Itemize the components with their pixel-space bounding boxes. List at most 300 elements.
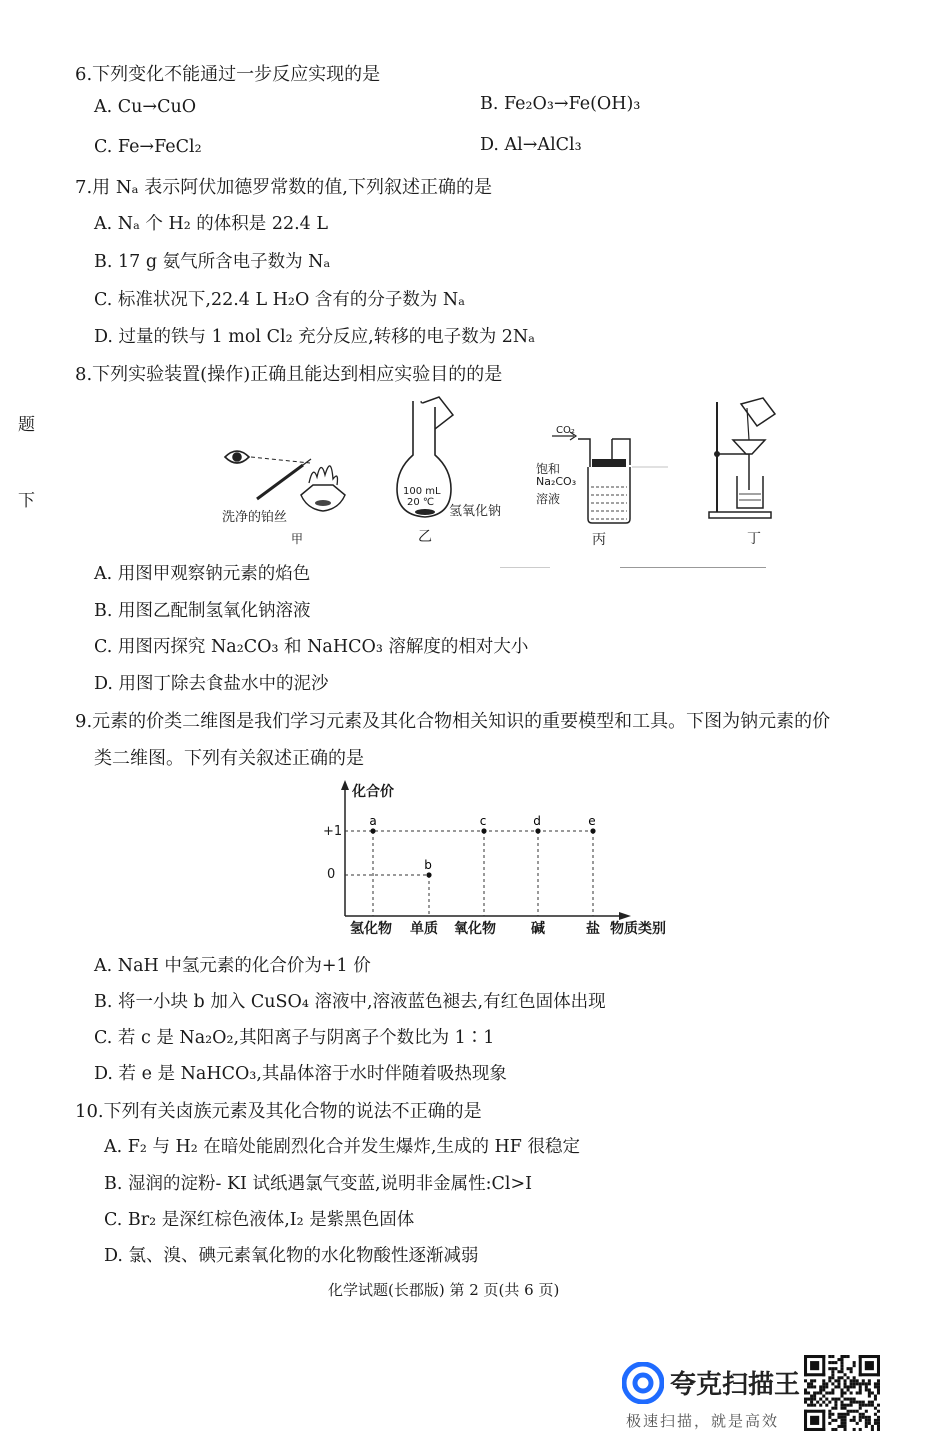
q7-option-d: D. 过量的铁与 1 mol Cl₂ 充分反应,转移的电子数为 2Nₐ [94, 327, 535, 347]
qr-module [828, 1422, 831, 1425]
qr-module [813, 1391, 816, 1394]
qr-module [813, 1385, 816, 1388]
qr-module [862, 1401, 865, 1404]
qr-module [831, 1370, 834, 1373]
qr-module [807, 1391, 810, 1394]
qr-module [844, 1398, 847, 1401]
qr-module [853, 1376, 856, 1379]
chart-xlabel: 物质类别 [610, 921, 666, 937]
qr-module [859, 1404, 862, 1407]
qr-module [877, 1391, 880, 1394]
qr-module [810, 1361, 819, 1370]
qr-module [844, 1355, 847, 1358]
qr-module [859, 1355, 862, 1376]
qr-module [837, 1413, 840, 1416]
q9-option-b: B. 将一小块 b 加入 CuSO₄ 溶液中,溶液蓝色褪去,有红色固体出现 [94, 992, 606, 1012]
chart-category-element: 单质 [410, 921, 438, 937]
qr-module [822, 1395, 825, 1398]
qr-module [859, 1382, 862, 1385]
qr-module [844, 1404, 847, 1407]
qr-module [853, 1401, 856, 1404]
qr-module [868, 1404, 871, 1407]
qr-module [831, 1373, 834, 1376]
qr-module [840, 1388, 843, 1391]
qr-module [810, 1404, 813, 1407]
scanner-logo-icon [622, 1362, 664, 1404]
qr-module [856, 1379, 859, 1382]
qr-module [819, 1385, 822, 1388]
qr-module [853, 1410, 856, 1413]
q6-option-a: A. Cu→CuO [94, 97, 197, 117]
qr-module [856, 1422, 859, 1425]
data-label-b: b [424, 858, 432, 872]
qr-module [804, 1355, 807, 1376]
qr-module [850, 1379, 853, 1382]
q9-stem-line2: 类二维图。下列有关叙述正确的是 [94, 748, 364, 769]
qr-module [828, 1376, 831, 1379]
qr-module [865, 1422, 868, 1425]
qr-module [856, 1391, 859, 1394]
data-point-d [535, 828, 540, 833]
qr-module [804, 1410, 807, 1431]
qr-module [874, 1385, 877, 1388]
qr-module [865, 1410, 868, 1413]
qr-module [807, 1404, 810, 1407]
jia-label: 甲 [291, 532, 304, 546]
data-label-d: d [533, 814, 541, 828]
qr-module [804, 1391, 807, 1394]
qr-module [822, 1382, 825, 1385]
qr-module [825, 1382, 828, 1385]
qr-module [877, 1404, 880, 1407]
qr-module [865, 1416, 868, 1419]
qr-module [816, 1391, 819, 1394]
qr-module [865, 1404, 868, 1407]
qr-module [813, 1404, 816, 1407]
qr-module [853, 1364, 856, 1367]
qr-module [828, 1413, 831, 1416]
data-point-c [481, 828, 486, 833]
q7-option-c: C. 标准状况下,22.4 L H₂O 含有的分子数为 Nₐ [94, 290, 465, 310]
qr-module [874, 1395, 877, 1398]
qr-module [850, 1370, 853, 1373]
yi-temp-label: 20 ℃ [407, 497, 435, 508]
q9-stem-line1: 9.元素的价类二维图是我们学习元素及其化合物相关知识的重要模型和工具。下图为钠元素的价 [75, 711, 831, 732]
qr-module [847, 1404, 850, 1407]
qr-module [847, 1367, 850, 1370]
q9-option-a: A. NaH 中氢元素的化合价为+1 价 [94, 956, 371, 976]
qr-module [847, 1388, 850, 1391]
chart-ylabel: 化合价 [352, 784, 394, 800]
qr-module [877, 1410, 880, 1413]
data-label-e: e [588, 814, 596, 828]
yi-naoh-label: 氢氧化钠 [449, 504, 502, 519]
qr-module [868, 1379, 871, 1382]
qr-module [874, 1419, 877, 1422]
qr-module [859, 1401, 862, 1404]
qr-module [850, 1385, 853, 1388]
q10-option-b: B. 湿润的淀粉- KI 试纸遇氯气变蓝,说明非金属性:Cl>I [104, 1174, 533, 1194]
qr-module [834, 1407, 837, 1410]
qr-module [840, 1413, 843, 1416]
qr-module [828, 1361, 831, 1364]
jia-wire-label: 洗净的铂丝 [222, 510, 288, 525]
qr-module [840, 1401, 843, 1404]
qr-module [813, 1395, 816, 1398]
qr-module [840, 1419, 843, 1422]
qr-module [877, 1355, 880, 1376]
qr-module [831, 1355, 834, 1358]
qr-module [834, 1428, 837, 1431]
qr-module [844, 1428, 847, 1431]
qr-module [862, 1382, 865, 1385]
qr-module [844, 1425, 847, 1428]
qr-module [810, 1382, 813, 1385]
qr-module [847, 1376, 850, 1379]
qr-module [825, 1404, 828, 1407]
yi-label: 乙 [418, 529, 432, 545]
qr-module [810, 1379, 813, 1382]
qr-module [871, 1425, 874, 1428]
q9-option-d: D. 若 e 是 NaHCO₃,其晶体溶于水时伴随着吸热现象 [94, 1064, 507, 1084]
qr-module [865, 1425, 868, 1428]
q6-option-d: D. Al→AlCl₃ [480, 135, 582, 155]
qr-module [807, 1382, 810, 1385]
qr-module [868, 1391, 871, 1394]
qr-module [816, 1401, 819, 1404]
qr-module [853, 1428, 856, 1431]
eye-icon [225, 451, 249, 463]
qr-module [804, 1355, 825, 1358]
qr-module [859, 1355, 880, 1358]
qr-module [877, 1422, 880, 1425]
qr-module [868, 1416, 871, 1419]
qr-module [831, 1367, 834, 1370]
qr-module [865, 1382, 868, 1385]
chart-ytick-plus1: +1 [323, 824, 343, 839]
qr-module [819, 1391, 822, 1394]
qr-module [874, 1398, 877, 1401]
scan-line [620, 567, 766, 568]
qr-module [850, 1367, 853, 1370]
qr-module [840, 1416, 843, 1419]
qr-module [853, 1398, 856, 1401]
qr-module [859, 1416, 862, 1419]
qr-code-icon [804, 1355, 880, 1431]
qr-module [865, 1419, 868, 1422]
qr-module [868, 1422, 871, 1425]
qr-module [877, 1385, 880, 1388]
qr-module [868, 1382, 871, 1385]
qr-module [837, 1379, 840, 1382]
qr-module [828, 1355, 831, 1358]
q6-stem: 6.下列变化不能通过一步反应实现的是 [75, 64, 381, 85]
qr-module [840, 1367, 843, 1370]
qr-module [828, 1391, 831, 1394]
qr-module [874, 1382, 877, 1385]
q6-option-c: C. Fe→FeCl₂ [94, 137, 202, 157]
data-point-b [426, 872, 431, 877]
qr-module [834, 1379, 837, 1382]
qr-module [871, 1401, 874, 1404]
qr-module [844, 1407, 847, 1410]
qr-module [828, 1410, 831, 1413]
bing-solution-label-3: 溶液 [536, 492, 561, 506]
qr-module [877, 1379, 880, 1382]
qr-module [840, 1355, 843, 1358]
qr-module [831, 1376, 834, 1379]
qr-module [868, 1395, 871, 1398]
qr-module [807, 1385, 810, 1388]
q6-option-b: B. Fe₂O₃→Fe(OH)₃ [480, 94, 641, 114]
qr-module [850, 1404, 853, 1407]
qr-module [840, 1404, 843, 1407]
q7-option-b: B. 17 g 氨气所含电子数为 Nₐ [94, 252, 331, 272]
qr-module [850, 1401, 853, 1404]
q7-option-a: A. Nₐ 个 H₂ 的体积是 22.4 L [94, 214, 329, 234]
qr-module [822, 1410, 825, 1431]
qr-module [865, 1385, 868, 1388]
qr-module [831, 1419, 834, 1422]
q8-option-b: B. 用图乙配制氢氧化钠溶液 [94, 601, 311, 621]
qr-module [844, 1373, 847, 1376]
qr-module [840, 1391, 843, 1394]
qr-module [868, 1388, 871, 1391]
qr-module [819, 1404, 822, 1407]
qr-module [837, 1425, 840, 1428]
qr-module [834, 1398, 837, 1401]
qr-module [819, 1398, 822, 1401]
qr-module [834, 1404, 837, 1407]
qr-module [810, 1385, 813, 1388]
qr-module [837, 1398, 840, 1401]
qr-module [828, 1401, 831, 1404]
qr-module [877, 1419, 880, 1422]
ding-label: 丁 [747, 531, 761, 547]
qr-module [804, 1373, 825, 1376]
qr-module [844, 1385, 847, 1388]
qr-module [859, 1419, 862, 1422]
qr-module [850, 1391, 853, 1394]
qr-module [840, 1422, 843, 1425]
qr-module [859, 1413, 862, 1416]
qr-module [853, 1382, 856, 1385]
bing-solution-label-2: Na₂CO₃ [536, 475, 577, 488]
qr-module [871, 1391, 874, 1394]
qr-module [850, 1382, 853, 1385]
qr-module [834, 1385, 837, 1388]
q9-option-c: C. 若 c 是 Na₂O₂,其阳离子与阴离子个数比为 1∶1 [94, 1028, 495, 1048]
qr-module [874, 1407, 877, 1410]
qr-module [831, 1428, 834, 1431]
data-label-c: c [479, 814, 487, 828]
qr-module [856, 1410, 859, 1413]
data-label-a: a [369, 814, 377, 828]
qr-module [865, 1388, 868, 1391]
qr-module [837, 1382, 840, 1385]
q8-stem: 8.下列实验装置(操作)正确且能达到相应实验目的的是 [75, 364, 503, 385]
bing-solution-label-1: 饱和 [536, 462, 561, 476]
qr-module [853, 1419, 856, 1422]
qr-module [847, 1410, 850, 1413]
q8-option-d: D. 用图丁除去食盐水中的泥沙 [94, 674, 329, 694]
bing-label: 丙 [592, 532, 606, 548]
qr-module [856, 1401, 859, 1404]
qr-module [844, 1379, 847, 1382]
qr-module [840, 1364, 843, 1367]
qr-module [877, 1382, 880, 1385]
qr-module [853, 1416, 856, 1419]
page-footer: 化学试题(长郡版) 第 2 页(共 6 页) [328, 1281, 560, 1299]
qr-module [847, 1398, 850, 1401]
qr-module [810, 1398, 813, 1401]
qr-module [831, 1413, 834, 1416]
qr-module [856, 1382, 859, 1385]
qr-module [831, 1398, 834, 1401]
chart-ytick-zero: 0 [327, 867, 336, 882]
qr-module [822, 1379, 825, 1382]
qr-module [853, 1385, 856, 1388]
data-point-e [590, 828, 595, 833]
qr-module [844, 1419, 847, 1422]
qr-module [847, 1355, 850, 1358]
qr-module [828, 1379, 831, 1382]
qr-module [853, 1361, 856, 1364]
qr-module [831, 1382, 834, 1385]
qr-module [877, 1425, 880, 1428]
qr-module [859, 1388, 862, 1391]
qr-module [804, 1401, 807, 1404]
qr-module [853, 1379, 856, 1382]
qr-module [819, 1388, 822, 1391]
qr-module [822, 1388, 825, 1391]
qr-module [877, 1416, 880, 1419]
qr-module [840, 1370, 843, 1373]
qr-module [837, 1376, 840, 1379]
qr-module [877, 1388, 880, 1391]
qr-module [822, 1385, 825, 1388]
qr-module [825, 1398, 828, 1401]
apparatus-jia [215, 435, 355, 545]
qr-module [844, 1422, 847, 1425]
qr-module [862, 1416, 865, 1419]
qr-module [810, 1416, 819, 1425]
qr-module [840, 1395, 843, 1398]
qr-module [831, 1361, 834, 1364]
yi-volume-label: 100 mL [403, 486, 441, 497]
qr-module [834, 1361, 837, 1364]
qr-module [813, 1398, 816, 1401]
qr-module [837, 1416, 840, 1419]
qr-module [831, 1407, 834, 1410]
qr-module [868, 1419, 871, 1422]
qr-module [825, 1385, 828, 1388]
qr-module [847, 1385, 850, 1388]
qr-module [813, 1379, 816, 1382]
qr-module [831, 1388, 834, 1391]
qr-module [810, 1395, 813, 1398]
qr-module [807, 1398, 810, 1401]
qr-module [840, 1376, 843, 1379]
qr-module [859, 1407, 862, 1410]
qr-module [834, 1367, 837, 1370]
chart-category-salt: 盐 [586, 921, 600, 937]
chart-category-hydride: 氢化物 [350, 921, 392, 937]
qr-module [804, 1410, 825, 1413]
qr-module [862, 1404, 865, 1407]
qr-module [840, 1425, 843, 1428]
qr-module [844, 1416, 847, 1419]
qr-module [828, 1367, 831, 1370]
apparatus-ding [705, 396, 785, 524]
bing-co2-label: CO₂ [556, 425, 575, 436]
qr-module [822, 1355, 825, 1376]
qr-module [837, 1370, 840, 1373]
q7-stem: 7.用 Nₐ 表示阿伏加德罗常数的值,下列叙述正确的是 [75, 177, 493, 198]
qr-module [831, 1391, 834, 1394]
qr-module [847, 1413, 850, 1416]
qr-module [804, 1398, 807, 1401]
qr-module [865, 1361, 874, 1370]
qr-module [850, 1419, 853, 1422]
qr-module [840, 1358, 843, 1361]
qr-module [859, 1428, 862, 1431]
qr-module [874, 1422, 877, 1425]
qr-module [840, 1407, 843, 1410]
chart-category-oxide: 氧化物 [454, 921, 496, 937]
q10-option-a: A. F₂ 与 H₂ 在暗处能剧烈化合并发生爆炸,生成的 HF 很稳定 [104, 1137, 580, 1157]
qr-module [862, 1413, 865, 1416]
qr-module [859, 1373, 880, 1376]
scan-line [500, 567, 550, 568]
q10-option-d: D. 氯、溴、碘元素氧化物的水化物酸性逐渐减弱 [104, 1246, 479, 1266]
chart-category-base: 碱 [531, 921, 545, 937]
qr-module [834, 1401, 837, 1404]
qr-module [862, 1379, 865, 1382]
watermark-slogan: 极速扫描，就是高效 [626, 1412, 780, 1430]
side-mark-xia: 下 [18, 491, 35, 511]
qr-module [804, 1388, 807, 1391]
qr-module [804, 1428, 825, 1431]
side-mark-ti: 题 [18, 415, 35, 435]
qr-module [804, 1379, 807, 1382]
qr-module [834, 1419, 837, 1422]
watermark-brand: 夸克扫描王 [670, 1370, 801, 1400]
qr-module [871, 1428, 874, 1431]
qr-module [837, 1358, 840, 1361]
qr-module [874, 1413, 877, 1416]
qr-module [844, 1391, 847, 1394]
qr-module [868, 1401, 871, 1404]
qr-module [850, 1410, 853, 1413]
qr-module [850, 1398, 853, 1401]
data-point-a [370, 828, 375, 833]
qr-module [825, 1391, 828, 1394]
qr-module [837, 1385, 840, 1388]
qr-module [871, 1404, 874, 1407]
qr-module [844, 1382, 847, 1385]
q10-stem: 10.下列有关卤族元素及其化合物的说法不正确的是 [75, 1101, 482, 1122]
q10-option-c: C. Br₂ 是深红棕色液体,I₂ 是紫黑色固体 [104, 1210, 415, 1230]
qr-module [859, 1391, 862, 1394]
qr-module [877, 1428, 880, 1431]
qr-module [840, 1361, 843, 1364]
qr-module [822, 1401, 825, 1404]
q8-option-a: A. 用图甲观察钠元素的焰色 [94, 564, 311, 584]
qr-module [810, 1401, 813, 1404]
qr-module [828, 1416, 831, 1419]
q8-option-c: C. 用图丙探究 Na₂CO₃ 和 NaHCO₃ 溶解度的相对大小 [94, 637, 529, 657]
